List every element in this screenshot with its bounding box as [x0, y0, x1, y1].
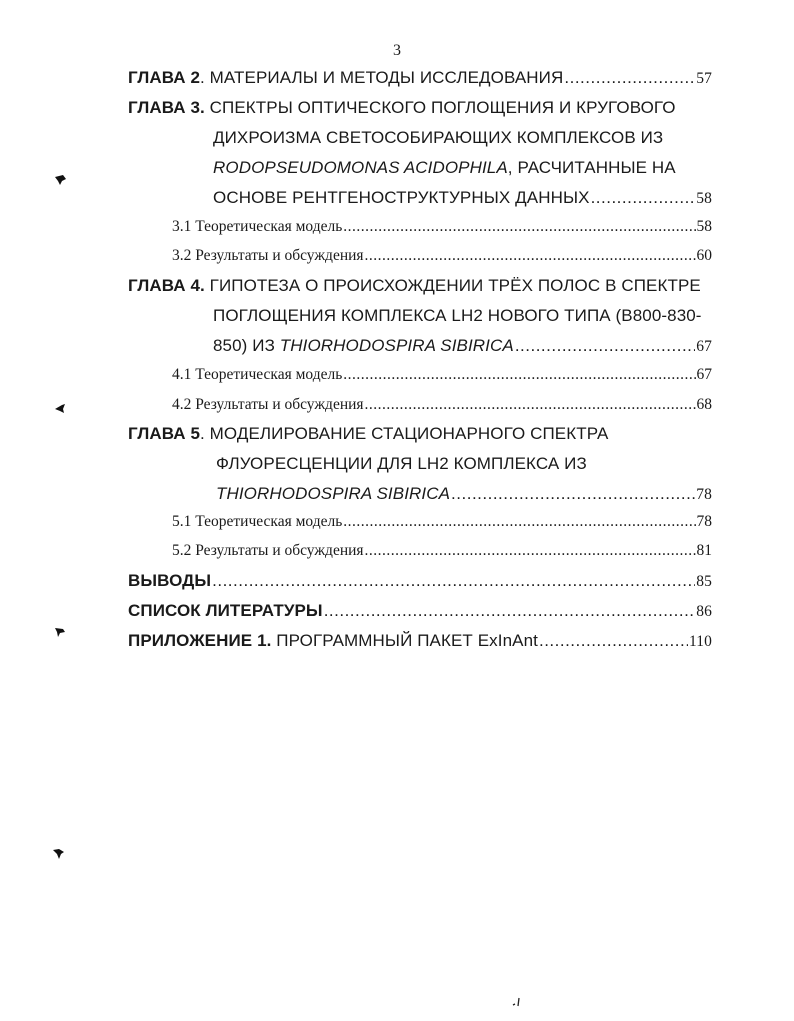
dot-leader — [515, 336, 695, 356]
chapter-3-title-line-1: СПЕКТРЫ ОПТИЧЕСКОГО ПОГЛОЩЕНИЯ И КРУГОВОГО — [204, 98, 676, 117]
chapter-5-title-line-2: ФЛУОРЕСЦЕНЦИИ ДЛЯ LH2 КОМПЛЕКСА ИЗ — [216, 454, 587, 473]
chapter-3-organism: RODOPSEUDOMONAS ACIDOPHILA — [213, 158, 508, 177]
scan-mark-icon — [510, 996, 524, 1008]
dot-leader — [365, 542, 696, 560]
dot-leader — [451, 484, 695, 504]
section-5-2-page: 81 — [696, 542, 712, 559]
dot-leader — [343, 218, 695, 236]
chapter-5-page: 78 — [696, 486, 712, 503]
toc-section-3-1[interactable]: 3.1 Теоретическая модель ..... 58 — [172, 218, 712, 236]
chapter-5-title-line-3 — [216, 484, 712, 504]
dot-leader — [365, 247, 696, 265]
toc-section-4-2[interactable]: 4.2 Результаты и обсуждения ..... 68 — [172, 396, 712, 414]
dot-leader — [539, 631, 688, 651]
section-3-1-page: 58 — [696, 218, 712, 235]
dot-leader — [591, 188, 696, 208]
toc-conclusions[interactable]: ВЫВОДЫ ..... 85 — [128, 571, 712, 591]
dot-leader — [324, 601, 696, 621]
dot-leader — [564, 68, 695, 88]
chapter-4-organism: THIORHODOSPIRA SIBIRICA — [279, 336, 514, 355]
references-page: 86 — [696, 603, 712, 620]
chapter-4-title-line-2: ПОГЛОЩЕНИЯ КОМПЛЕКСА LH2 НОВОГО ТИПА (B800-830- — [213, 306, 702, 325]
chapter-4-label: ГЛАВА 4. — [128, 276, 205, 295]
chapter-3-title-line-2: ДИХРОИЗМА СВЕТОСОБИРАЮЩИХ КОМПЛЕКСОВ ИЗ — [213, 128, 664, 147]
chapter-5-title-line-1: . МОДЕЛИРОВАНИЕ СТАЦИОНАРНОГО СПЕКТРА — [200, 424, 609, 443]
appendix-1-title: ПРОГРАММНЫЙ ПАКЕТ ExInAnt — [271, 631, 538, 650]
chapter-4-title-line-3: 850) ИЗ THIORHODOSPIRA SIBIRICA ..... 67 — [213, 336, 712, 356]
chapter-3-label: ГЛАВА 3. — [128, 98, 205, 117]
chapter-3-title-line-4: ОСНОВЕ РЕНТГЕНОСТРУКТУРНЫХ ДАННЫХ ..... 58 — [213, 188, 712, 208]
chapter-5-organism: THIORHODOSPIRA SIBIRICA — [216, 484, 451, 503]
chapter-3-title-line-3: RODOPSEUDOMONAS ACIDOPHILA, РАСЧИТАННЫЕ НА — [213, 158, 676, 177]
dot-leader — [212, 571, 695, 591]
chapter-4-page: 67 — [696, 338, 712, 355]
toc-section-3-2[interactable]: 3.2 Результаты и обсуждения ..... 60 — [172, 247, 712, 265]
chapter-5-label: ГЛАВА 5 — [128, 424, 201, 443]
scan-mark-icon — [52, 848, 66, 860]
chapter-3-page: 58 — [696, 190, 712, 207]
toc-chapter-5[interactable] — [128, 424, 608, 444]
dot-leader — [343, 366, 695, 384]
toc-section-5-2[interactable]: 5.2 Результаты и обсуждения ..... 81 — [172, 542, 712, 560]
section-4-2-page: 68 — [696, 396, 712, 413]
section-3-2-page: 60 — [696, 247, 712, 264]
scan-mark-icon — [54, 174, 68, 186]
scan-mark-icon — [54, 403, 68, 415]
section-4-1-page: 67 — [696, 366, 712, 383]
dot-leader — [343, 513, 695, 531]
toc-references[interactable]: СПИСОК ЛИТЕРАТУРЫ ..... 86 — [128, 601, 712, 621]
page-number: 3 — [393, 42, 401, 59]
chapter-4-title-line-1: ГИПОТЕЗА О ПРОИСХОЖДЕНИИ ТРЁХ ПОЛОС В СПЕКТРЕ — [204, 276, 701, 295]
toc-section-4-1[interactable]: 4.1 Теоретическая модель ..... 67 — [172, 366, 712, 384]
toc-chapter-2[interactable] — [128, 68, 712, 88]
toc-chapter-4[interactable] — [128, 276, 701, 296]
appendix-1-label: ПРИЛОЖЕНИЕ 1. — [128, 631, 272, 650]
chapter-2-title: . МАТЕРИАЛЫ И МЕТОДЫ ИССЛЕДОВАНИЯ — [200, 68, 564, 87]
dot-leader — [365, 396, 696, 414]
toc-chapter-3[interactable] — [128, 98, 676, 118]
toc-appendix-1[interactable] — [128, 631, 712, 651]
scan-mark-icon — [53, 626, 67, 638]
section-5-1-page: 78 — [696, 513, 712, 530]
conclusions-page: 85 — [696, 573, 712, 590]
toc-section-5-1[interactable]: 5.1 Теоретическая модель ..... 78 — [172, 513, 712, 531]
chapter-2-label: ГЛАВА 2 — [128, 68, 201, 87]
appendix-1-page: 110 — [689, 633, 712, 650]
chapter-2-page: 57 — [696, 70, 712, 87]
